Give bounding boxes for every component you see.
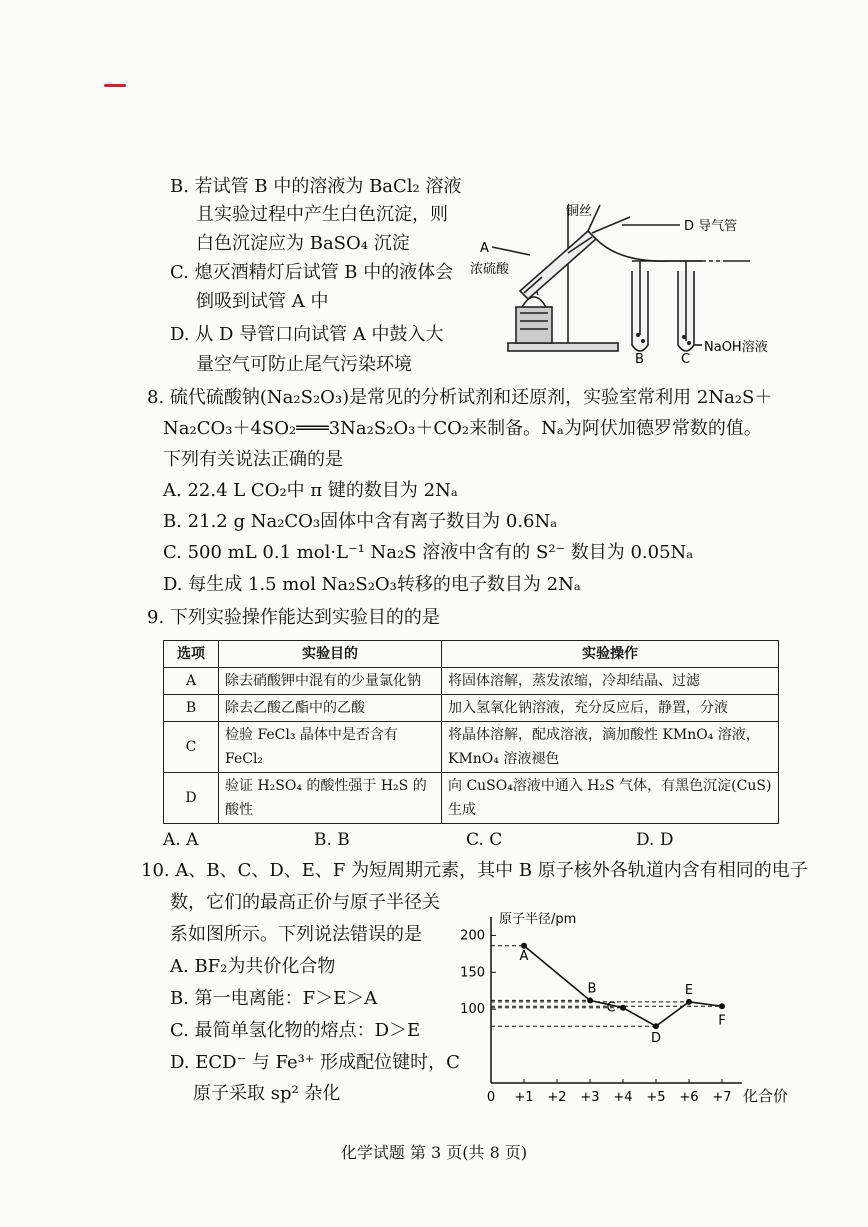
page-footer: 化学试题 第 3 页(共 8 页): [340, 1143, 528, 1162]
chart-x-axis-label: 化合价: [743, 1087, 789, 1105]
q10-option-a: A. BF₂为共价化合物: [170, 956, 336, 977]
chart-point-label: D: [650, 1031, 662, 1047]
chart-x-tick-label: +5: [646, 1090, 666, 1105]
q8-option-d: D. 每生成 1.5 mol Na₂S₂O₃转移的电子数目为 2Nₐ: [163, 574, 581, 595]
q7-option-b-line2: 且实验过程中产生白色沉淀，则: [196, 204, 448, 225]
table-row: [164, 722, 779, 773]
table-header-cell: 实验目的: [219, 641, 442, 668]
table-row: [164, 668, 779, 695]
chart-point-label: A: [519, 948, 529, 964]
label-a: A: [480, 241, 489, 256]
chart-point-b: [587, 997, 593, 1003]
chart-point-label: F: [718, 1013, 726, 1029]
chart-x-tick-label: +7: [712, 1090, 732, 1105]
chart-point-e: [686, 999, 692, 1005]
table-cell-goal: 除去乙酸乙酯中的乙酸: [219, 695, 442, 722]
q9-choice-a: A. A: [163, 830, 199, 850]
chart-point-label: B: [587, 981, 597, 997]
label-copper-wire: 铜丝: [566, 204, 593, 219]
chart-point-c: [620, 1005, 626, 1011]
table-cell-goal: 除去硝酸钾中混有的少量氯化钠: [219, 668, 442, 695]
table-header-row: [164, 641, 779, 668]
table-cell-operation: 加入氢氧化钠溶液，充分反应后，静置，分液: [442, 695, 779, 722]
table-header-cell: 实验操作: [442, 641, 779, 668]
chart-y-tick-label: 200: [460, 928, 485, 944]
table-cell-option: B: [164, 695, 219, 722]
chart-x-tick-label: +3: [580, 1090, 600, 1105]
label-b: B: [635, 352, 644, 367]
chart-point-d: [653, 1023, 659, 1029]
q10-option-c: C. 最简单氢化物的熔点：D＞E: [170, 1020, 421, 1041]
table-cell-option: D: [164, 773, 219, 824]
chart-x-tick-label: +1: [514, 1090, 534, 1105]
table-cell-goal: 检验 FeCl₃ 晶体中是否含有 FeCl₂: [219, 722, 442, 773]
q9-choice-d: D. D: [636, 830, 674, 850]
chart-point-label: E: [684, 982, 694, 998]
table-cell-option: C: [164, 722, 219, 773]
chart-point-f: [719, 1003, 725, 1009]
q7-option-c-line1: C. 熄灭酒精灯后试管 B 中的液体会: [170, 262, 454, 283]
q9-choice-b: B. B: [314, 830, 350, 850]
chart-x-tick-label: 0: [486, 1090, 496, 1105]
table-cell-goal: 验证 H₂SO₄ 的酸性强于 H₂S 的酸性: [219, 773, 442, 824]
table-cell-operation: 将固体溶解，蒸发浓缩，冷却结晶、过滤: [442, 668, 779, 695]
q7-option-d-line2: 量空气可防止尾气污染环境: [196, 354, 412, 375]
chart-x-tick-label: +6: [679, 1090, 699, 1105]
q9-stem: 9. 下列实验操作能达到实验目的的是: [147, 607, 440, 628]
chart-y-tick-label: 100: [460, 1002, 485, 1018]
q8-option-a: A. 22.4 L CO₂中 π 键的数目为 2Nₐ: [163, 480, 458, 501]
q8-option-c: C. 500 mL 0.1 mol·L⁻¹ Na₂S 溶液中含有的 S²⁻ 数目为 0.05Nₐ: [163, 542, 694, 563]
q7-option-b-line1: B. 若试管 B 中的溶液为 BaCl₂ 溶液: [170, 176, 462, 197]
q9-choice-c: C. C: [466, 830, 503, 850]
q10-stem-line3: 系如图所示。下列说法错误的是: [170, 924, 422, 945]
chart-x-tick-label: +2: [547, 1090, 567, 1105]
q10-option-b: B. 第一电离能：F＞E＞A: [170, 988, 378, 1009]
label-tube-d: D 导气管: [684, 219, 738, 234]
table-cell-operation: 将晶体溶解，配成溶液，滴加酸性 KMnO₄ 溶液，KMnO₄ 溶液褪色: [442, 722, 779, 773]
q8-stem-line2: Na₂CO₃＋4SO₂═══3Na₂S₂O₃＋CO₂来制备。Nₐ为阿伏加德罗常数的值。: [163, 418, 762, 439]
q8-option-b: B. 21.2 g Na₂CO₃固体中含有离子数目为 0.6Nₐ: [163, 511, 558, 532]
apparatus-diagram: [470, 195, 800, 370]
chart-point-label: C: [606, 1000, 616, 1016]
q7-option-b-line3: 白色沉淀应为 BaSO₄ 沉淀: [196, 233, 410, 254]
table-row: [164, 773, 779, 824]
chart-y-axis-label: 原子半径/pm: [499, 912, 577, 927]
q10-stem-line1: 10. A、B、C、D、E、F 为短周期元素，其中 B 原子核外各轨道内含有相同的电子: [141, 860, 808, 881]
table-header-cell: 选项: [164, 641, 219, 668]
chart-y-tick-label: 150: [460, 965, 485, 981]
radius-valence-chart: [455, 905, 800, 1110]
q10-option-d-line1: D. ECD⁻ 与 Fe³⁺ 形成配位键时，C: [170, 1052, 460, 1073]
chart-x-tick-label: +4: [613, 1090, 633, 1105]
q9-table: [163, 640, 779, 824]
label-c: C: [681, 352, 691, 367]
red-pen-mark: [104, 84, 126, 87]
q10-option-d-line2: 原子采取 sp² 杂化: [193, 1083, 341, 1104]
label-conc-acid: 浓硫酸: [470, 262, 510, 277]
q8-stem-line1: 8. 硫代硫酸钠(Na₂S₂O₃)是常见的分析试剂和还原剂，实验室常利用 2Na₂S＋: [147, 387, 773, 408]
q7-option-d-line1: D. 从 D 导管口向试管 A 中鼓入大: [170, 324, 444, 345]
label-naoh: NaOH溶液: [704, 340, 768, 355]
q10-stem-line2: 数，它们的最高正价与原子半径关: [170, 892, 440, 913]
table-row: [164, 695, 779, 722]
table-cell-operation: 向 CuSO₄溶液中通入 H₂S 气体，有黑色沉淀(CuS)生成: [442, 773, 779, 824]
q7-option-c-line2: 倒吸到试管 A 中: [196, 291, 329, 312]
q8-stem-line3: 下列有关说法正确的是: [163, 449, 343, 470]
table-cell-option: A: [164, 668, 219, 695]
